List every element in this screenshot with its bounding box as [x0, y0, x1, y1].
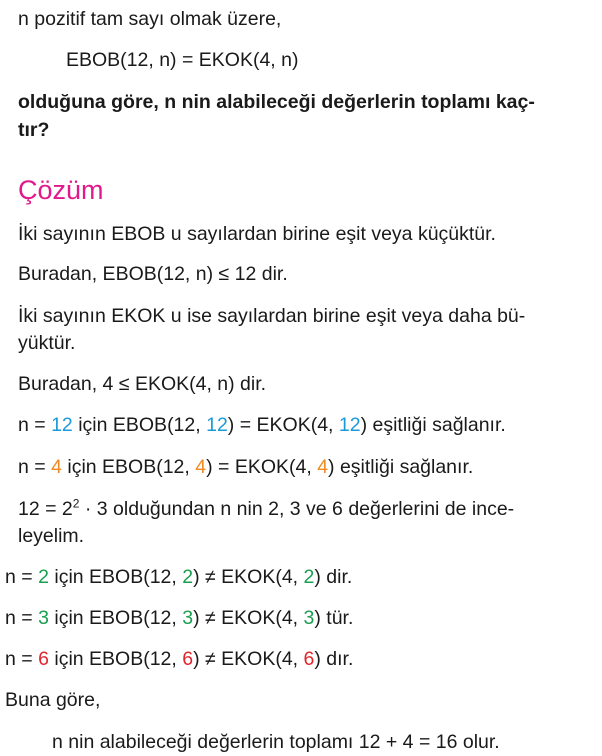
case-text: ) tür.	[314, 607, 354, 629]
case-text: için EBOB(12,	[48, 648, 183, 670]
case-value: 2	[182, 566, 194, 588]
case-value: 2	[303, 566, 315, 588]
factor-line2: leyelim.	[18, 525, 85, 547]
case-4	[18, 455, 473, 479]
case-text: n =	[5, 648, 39, 670]
problem-intro: n pozitif tam sayı olmak üzere,	[18, 8, 282, 30]
factor-text: · 3 olduğundan n nin 2, 3 ve 6 değerlerini de ince-	[79, 498, 515, 520]
case-text: için EBOB(12,	[48, 566, 183, 588]
conclusion: n nin alabileceği değerlerin toplamı 12 + 4 = 16 olur.	[52, 731, 500, 753]
case-value: 4	[317, 456, 329, 478]
factor-line1	[18, 497, 514, 521]
case-text: ) ≠ EKOK(4,	[193, 607, 304, 629]
problem-question-line2: tır?	[18, 119, 50, 141]
case-text: için EBOB(12,	[61, 456, 196, 478]
case-text: n =	[18, 414, 52, 436]
case-text: n =	[5, 566, 39, 588]
case-text: ) eşitliği sağlanır.	[360, 414, 506, 436]
solution-p3-line1: İki sayının EKOK u ise sayılardan birine eşit veya daha bü-	[18, 305, 526, 327]
case-text: ) eşitliği sağlanır.	[328, 456, 474, 478]
case-text: ) dır.	[314, 648, 354, 670]
case-text: ) = EKOK(4,	[206, 456, 318, 478]
case-text: ) = EKOK(4,	[227, 414, 339, 436]
solution-p2: Buradan, EBOB(12, n) ≤ 12 dir.	[18, 263, 288, 285]
case-value: 4	[51, 456, 62, 478]
factor-exponent: 2	[72, 496, 80, 511]
case-value: 2	[38, 566, 49, 588]
factor-text: 12 = 2	[18, 498, 73, 520]
case-value: 6	[303, 648, 315, 670]
case-3	[5, 606, 353, 630]
problem-question-line1: olduğuna göre, n nin alabileceği değerlerin toplamı kaç-	[18, 91, 535, 113]
case-value: 12	[206, 414, 228, 436]
case-value: 12	[51, 414, 73, 436]
case-text: n =	[18, 456, 52, 478]
solution-p3-line2: yüktür.	[18, 332, 76, 354]
solution-title: Çözüm	[18, 175, 104, 205]
case-value: 3	[38, 607, 49, 629]
case-value: 3	[182, 607, 194, 629]
case-value: 6	[38, 648, 49, 670]
case-text: ) ≠ EKOK(4,	[193, 648, 304, 670]
case-2	[5, 565, 352, 589]
solution-p1: İki sayının EBOB u sayılardan birine eşit veya küçüktür.	[18, 223, 496, 245]
conclusion-intro: Buna göre,	[5, 689, 101, 711]
case-value: 12	[338, 414, 361, 436]
case-12	[18, 413, 506, 437]
case-value: 4	[195, 456, 207, 478]
problem-equation: EBOB(12, n) = EKOK(4, n)	[66, 49, 299, 71]
case-text: ) dir.	[314, 566, 353, 588]
case-6	[5, 647, 353, 671]
case-value: 3	[303, 607, 315, 629]
case-value: 6	[182, 648, 194, 670]
case-text: için EBOB(12,	[72, 414, 207, 436]
case-text: ) ≠ EKOK(4,	[193, 566, 304, 588]
case-text: için EBOB(12,	[48, 607, 183, 629]
case-text: n =	[5, 607, 39, 629]
solution-p4: Buradan, 4 ≤ EKOK(4, n) dir.	[18, 373, 267, 395]
